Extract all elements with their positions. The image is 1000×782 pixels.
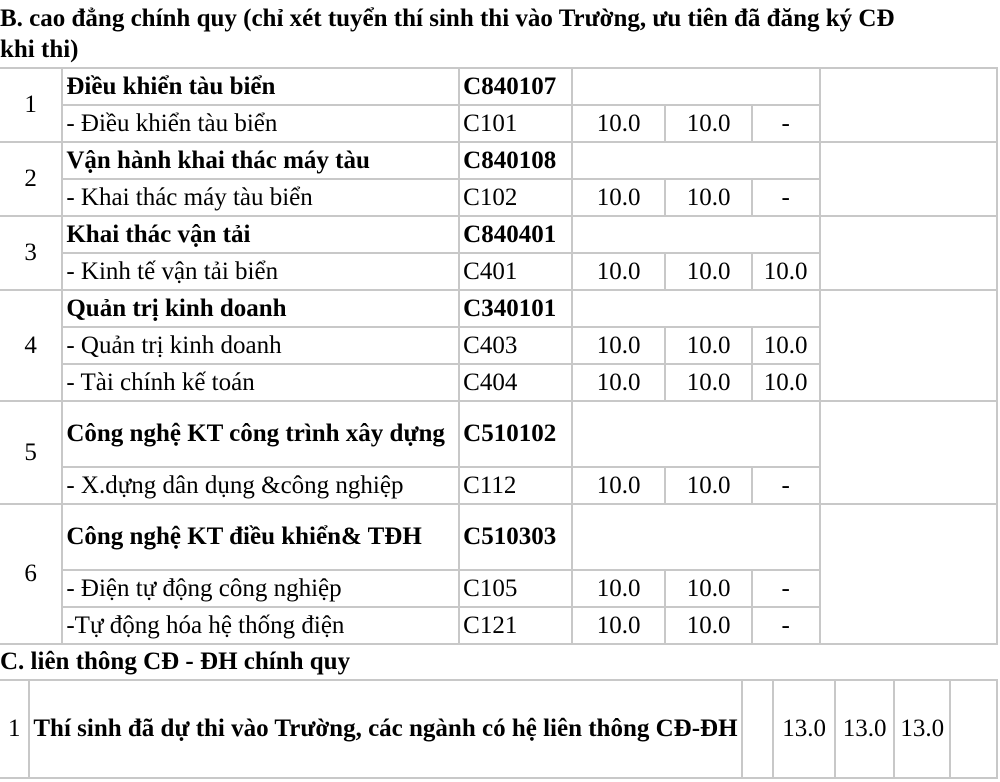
score-1: 10.0 <box>572 105 665 142</box>
major-row <box>0 142 997 179</box>
empty-cell <box>572 504 820 570</box>
empty-cell <box>572 216 820 253</box>
score-1: 10.0 <box>572 364 665 401</box>
lien-thong-text: Thí sinh đã dự thi vào Trường, các ngành có hệ liên thông CĐ-ĐH <box>29 680 741 778</box>
score-2: 10.0 <box>665 364 751 401</box>
score-3: - <box>752 179 820 216</box>
score-2: 10.0 <box>665 570 751 607</box>
major-code: C840108 <box>459 142 572 179</box>
empty-cell <box>572 290 820 327</box>
major-code: C840107 <box>459 68 572 105</box>
sub-code: C112 <box>459 467 572 504</box>
empty-cell <box>572 68 820 105</box>
stt-cell: 1 <box>0 68 62 142</box>
sub-name: - Kinh tế vận tải biển <box>62 253 459 290</box>
major-row <box>0 504 997 570</box>
score-3: 10.0 <box>752 327 820 364</box>
major-name: Công nghệ KT công trình xây dựng <box>62 401 459 467</box>
score-2: 10.0 <box>665 467 751 504</box>
section-c-table <box>0 679 998 779</box>
sub-name: - Khai thác máy tàu biển <box>62 179 459 216</box>
stt-cell: 5 <box>0 401 62 504</box>
score-2: 10.0 <box>665 253 751 290</box>
empty-cell <box>820 504 997 644</box>
empty-cell <box>572 142 820 179</box>
sub-code: C102 <box>459 179 572 216</box>
score-3: 13.0 <box>894 680 949 778</box>
empty-cell <box>820 142 997 216</box>
score-3: - <box>752 607 820 644</box>
score-1: 10.0 <box>572 327 665 364</box>
score-3: - <box>752 467 820 504</box>
section-b-table <box>0 67 998 645</box>
score-1: 10.0 <box>572 607 665 644</box>
score-3: - <box>752 570 820 607</box>
sub-name: - Quản trị kinh doanh <box>62 327 459 364</box>
stt-cell: 2 <box>0 142 62 216</box>
score-2: 10.0 <box>665 607 751 644</box>
major-row <box>0 216 997 253</box>
sub-code: C401 <box>459 253 572 290</box>
major-name: Công nghệ KT điều khiển& TĐH <box>62 504 459 570</box>
major-row <box>0 401 997 467</box>
score-2: 13.0 <box>835 680 895 778</box>
sub-name: - Điều khiển tàu biển <box>62 105 459 142</box>
major-code: C510303 <box>459 504 572 570</box>
major-code: C510102 <box>459 401 572 467</box>
sub-name: -Tự động hóa hệ thống điện <box>62 607 459 644</box>
major-row <box>0 290 997 327</box>
section-c-heading: C. liên thông CĐ - ĐH chính quy <box>0 648 351 675</box>
sub-code: C121 <box>459 607 572 644</box>
sub-code: C403 <box>459 327 572 364</box>
empty-cell <box>742 680 774 778</box>
major-code: C340101 <box>459 290 572 327</box>
stt-cell: 4 <box>0 290 62 401</box>
major-name: Điều khiển tàu biển <box>62 68 459 105</box>
sub-name: - Tài chính kế toán <box>62 364 459 401</box>
sub-name: - X.dựng dân dụng &công nghiệp <box>62 467 459 504</box>
empty-cell <box>820 216 997 290</box>
empty-cell <box>820 290 997 401</box>
major-name: Vận hành khai thác máy tàu <box>62 142 459 179</box>
empty-cell <box>572 401 820 467</box>
stt-cell: 1 <box>0 680 29 778</box>
score-1: 13.0 <box>773 680 834 778</box>
score-3: - <box>752 105 820 142</box>
score-1: 10.0 <box>572 467 665 504</box>
stt-cell: 3 <box>0 216 62 290</box>
empty-cell <box>820 68 997 142</box>
sub-code: C404 <box>459 364 572 401</box>
score-2: 10.0 <box>665 327 751 364</box>
major-row <box>0 68 997 105</box>
score-1: 10.0 <box>572 179 665 216</box>
score-1: 10.0 <box>572 253 665 290</box>
sub-name: - Điện tự động công nghiệp <box>62 570 459 607</box>
stt-cell: 6 <box>0 504 62 644</box>
score-2: 10.0 <box>665 105 751 142</box>
major-name: Khai thác vận tải <box>62 216 459 253</box>
empty-cell <box>950 680 997 778</box>
sub-code: C105 <box>459 570 572 607</box>
score-3: 10.0 <box>752 364 820 401</box>
sub-code: C101 <box>459 105 572 142</box>
empty-cell <box>820 401 997 504</box>
major-name: Quản trị kinh doanh <box>62 290 459 327</box>
lien-thong-row <box>0 680 997 778</box>
score-3: 10.0 <box>752 253 820 290</box>
section-b-heading-line1: B. cao đẳng chính quy (chỉ xét tuyển thí sinh thi vào Trường, ưu tiên đã đăng ký CĐ <box>0 5 895 32</box>
major-code: C840401 <box>459 216 572 253</box>
section-b-heading-line2: khi thi) <box>0 36 79 63</box>
score-2: 10.0 <box>665 179 751 216</box>
score-1: 10.0 <box>572 570 665 607</box>
